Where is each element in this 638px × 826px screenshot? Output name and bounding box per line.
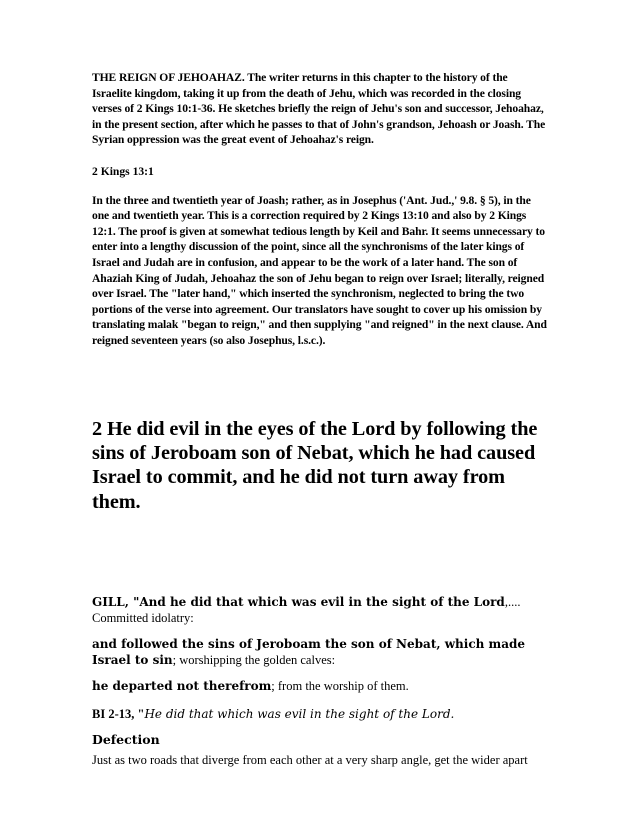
- gill-paragraph-2: [92, 636, 550, 668]
- gill-p3-rest: ; from the worship of them.: [271, 679, 409, 694]
- intro-paragraph: THE REIGN OF JEHOAHAZ. The writer returns in this chapter to the history of the Israelite kingdom, taking it up from the death of Jehu, which was recorded in the closing verses of 2 Kings 10:1-36. He sketches briefly the reign of Jehu's son and successor, Jehoahaz, in the present section, after which he passes to that of John's grandson, Jehoash or Joash. The Syrian oppression was the great event of Jehoahaz's reign.: [92, 71, 546, 147]
- bi-quote: He did that which was evil in the sight of the Lord.: [144, 707, 455, 722]
- commentary-paragraph: In the three and twentieth year of Joash; rather, as in Josephus ('Ant. Jud.,' 9.8. § 5), in the one and twentieth year. This is a correction required by 2 Kings 13:10 and also by 2 Kings 12:1. The proof is given at somewhat tedious length by Keil and Bahr. It seems unnecessary to enter into a lengthy discussion of the point, since all the synchronisms of the later kings of Israel and Judah are in confusion, and appear to be the work of a later hand. The son of Ahaziah King of Judah, Jehoahaz the son of Jehu began to reign over Israel; literally, reigned over Israel. The "later hand," which inserted the synchronism, neglected to bring the two portions of the verse into agreement. Our translators have sought to cover up his omission by translating malak "began to reign," and then supplying "and reigned" in the next clause. And reigned seventeen years (so also Josephus, l.s.c.).: [92, 193, 547, 347]
- bi-lead: BI 2-13, ": [92, 707, 145, 722]
- gill-p2-rest: ; worshipping the golden calves:: [172, 653, 336, 668]
- document-page: [92, 70, 550, 768]
- gill-paragraph-3: [92, 678, 550, 694]
- bi-lead-paragraph: [92, 706, 550, 722]
- defection-heading: Defection: [92, 732, 160, 748]
- gill-lead: GILL, "And he did that which was evil in the sight of the Lord: [92, 595, 505, 610]
- gill-lead-rest: ,.... Committed idolatry:: [92, 595, 521, 626]
- gill-commentary: [92, 594, 550, 768]
- bi-text: Just as two roads that diverge from each other at a very sharp angle, get the wider apart: [92, 753, 528, 768]
- gill-p3-bold: he departed not therefrom: [92, 679, 272, 694]
- gill-paragraph-1: [92, 594, 550, 626]
- verse-heading: 2 He did evil in the eyes of the Lord by following the sins of Jeroboam son of Nebat, which he had caused Israel to commit, and he did not turn away from them.: [92, 417, 538, 513]
- scripture-reference: 2 Kings 13:1: [92, 164, 154, 178]
- gill-p2-bold: and followed the sins of Jeroboam the son of Nebat, which made Israel to sin: [92, 637, 526, 668]
